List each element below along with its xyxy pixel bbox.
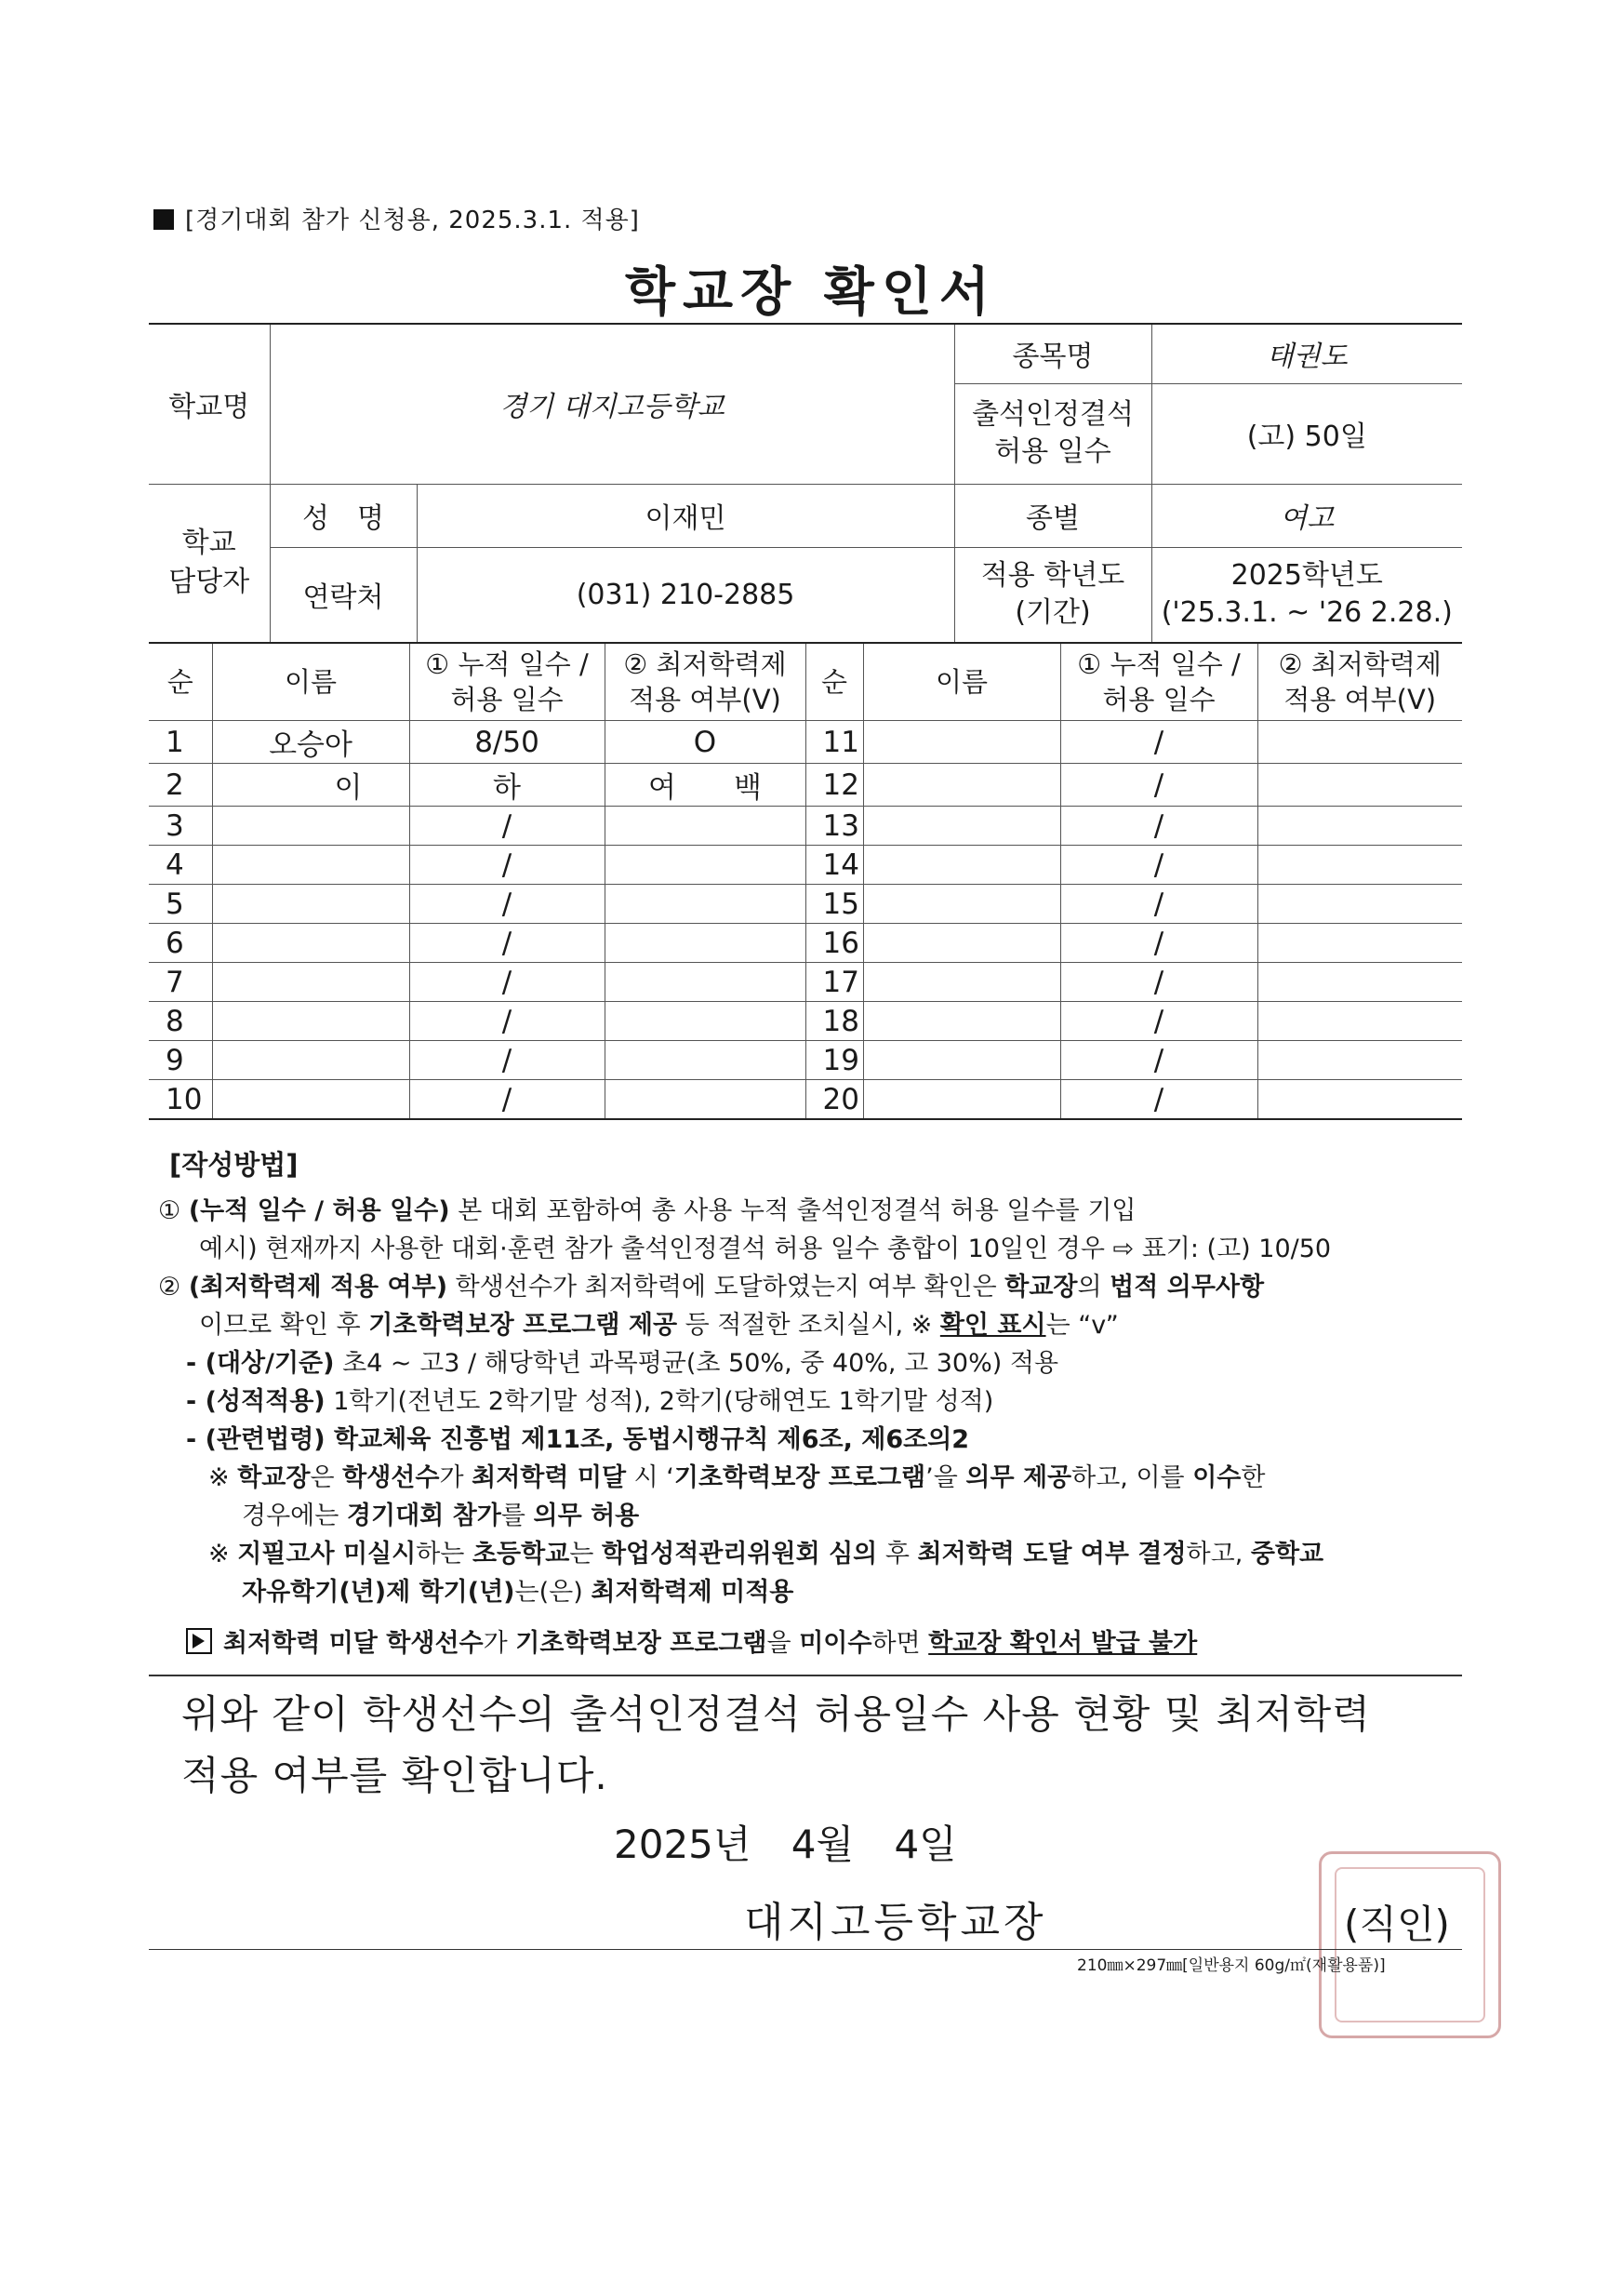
school-name-label: 학교명: [149, 324, 270, 484]
row-days: /: [409, 807, 605, 846]
manager-label: 학교 담당자: [149, 484, 270, 642]
year-label: 적용 학년도 (기간): [954, 547, 1151, 642]
row-days: /: [409, 846, 605, 885]
guide-item-1-example: 예시) 현재까지 사용한 대회·훈련 참가 출석인정결석 허용 일수 총합이 10일인 경우 ⇨ 표기: (고) 10/50: [199, 1235, 1332, 1263]
col-header-min: ② 최저학력제 적용 여부(V): [605, 643, 805, 721]
table-row: [149, 924, 1462, 963]
row-no: 3: [149, 807, 212, 846]
row-days: 하: [409, 764, 605, 807]
table-row: [149, 1041, 1462, 1080]
principal-title: 대지고등학교장: [744, 1899, 1047, 1946]
row-min: [1257, 1041, 1462, 1080]
row-name: [863, 764, 1060, 807]
row-name: [212, 885, 409, 924]
row-no: 5: [149, 885, 212, 924]
row-no: 20: [805, 1080, 863, 1120]
guide-item-2: ② (최저학력제 적용 여부) 학생선수가 최저학력에 도달하였는지 여부 확인은 학교장의 법적 의무사항: [158, 1273, 1265, 1302]
contact-label: 연락처: [270, 547, 417, 642]
row-min: [605, 807, 805, 846]
row-days: /: [409, 963, 605, 1002]
gender-label: 종별: [954, 484, 1151, 547]
row-name: [212, 1080, 409, 1120]
row-name: [863, 1080, 1060, 1120]
row-min: [605, 1002, 805, 1041]
row-days: /: [409, 1002, 605, 1041]
table-row: [149, 1080, 1462, 1120]
table-row: [149, 1002, 1462, 1041]
row-name: [212, 846, 409, 885]
guide-note-1-line2: 경우에는 경기대회 참가를 의무 허용: [242, 1502, 640, 1530]
row-min: [1257, 807, 1462, 846]
row-min: [1257, 846, 1462, 885]
row-days: /: [409, 1080, 605, 1120]
row-no: 15: [805, 885, 863, 924]
school-info-table: [149, 323, 1462, 643]
row-days: /: [1060, 846, 1257, 885]
col-header-no: 순: [149, 643, 212, 721]
row-no: 16: [805, 924, 863, 963]
student-table: [149, 642, 1462, 1120]
row-name: [212, 1002, 409, 1041]
row-min: [605, 1041, 805, 1080]
row-days: /: [1060, 721, 1257, 764]
row-min: [605, 885, 805, 924]
form-note: [경기대회 참가 신청용, 2025.3.1. 적용]: [153, 201, 640, 235]
row-days: /: [1060, 1041, 1257, 1080]
writing-guide: [158, 1146, 1460, 1662]
row-name: [863, 721, 1060, 764]
row-min: [605, 846, 805, 885]
divider: [149, 1675, 1462, 1676]
row-min: [1257, 924, 1462, 963]
row-min: O: [605, 721, 805, 764]
guide-bullet-3: - (관련법령) 학교체육 진흥법 제11조, 동법시행규칙 제6조, 제6조의2: [186, 1425, 970, 1454]
table-row: [149, 846, 1462, 885]
row-no: 10: [149, 1080, 212, 1120]
guide-final-note: 최저학력 미달 학생선수가 기초학력보장 프로그램을 미이수하면 학교장 확인서 발급 불가: [158, 1624, 1460, 1662]
col-header-name: 이름: [212, 643, 409, 721]
square-bullet-icon: [153, 209, 174, 230]
guide-note-2: ※ 지필고사 미실시하는 초등학교는 학업성적관리위원회 심의 후 최저학력 도달 여부 결정하고, 중학교: [208, 1540, 1324, 1568]
guide-note-2-line2: 자유학기(년)제 학기(년)는(은) 최저학력제 미적용: [242, 1578, 794, 1607]
row-days: /: [409, 885, 605, 924]
row-min: [1257, 764, 1462, 807]
guide-item-2-line2: 이므로 확인 후 기초학력보장 프로그램 제공 등 적절한 조치실시, ※ 확인 표시는 “v”: [199, 1311, 1119, 1340]
table-row: [149, 807, 1462, 846]
allowed-days-value: (고) 50일: [1151, 383, 1462, 484]
row-no: 9: [149, 1041, 212, 1080]
row-min: [1257, 963, 1462, 1002]
issue-date: 2025년 4월 4일: [614, 1822, 957, 1867]
row-name: [212, 1041, 409, 1080]
sport-label: 종목명: [954, 324, 1151, 383]
row-name: [212, 963, 409, 1002]
row-days: /: [409, 1041, 605, 1080]
table-row: [149, 885, 1462, 924]
guide-note-1: ※ 학교장은 학생선수가 최저학력 미달 시 ‘기초학력보장 프로그램’을 의무 제공하고, 이를 이수한: [208, 1463, 1266, 1492]
row-no: 2: [149, 764, 212, 807]
row-min: [1257, 721, 1462, 764]
row-name: 이: [212, 764, 409, 807]
row-no: 4: [149, 846, 212, 885]
col-header-name: 이름: [863, 643, 1060, 721]
row-no: 19: [805, 1041, 863, 1080]
row-days: /: [1060, 764, 1257, 807]
row-name: [863, 1041, 1060, 1080]
row-name: [863, 924, 1060, 963]
row-min: [1257, 1080, 1462, 1120]
guide-bullet-1: - (대상/기준) 초4 ~ 고3 / 해당학년 과목평균(초 50%, 중 40%, 고 30%) 적용: [186, 1349, 1059, 1378]
allowed-days-label: 출석인정결석 허용 일수: [954, 383, 1151, 484]
year-value: 2025학년도 ('25.3.1. ~ '26 2.28.): [1151, 547, 1462, 642]
row-name: [863, 807, 1060, 846]
row-days: /: [1060, 1002, 1257, 1041]
bottom-rule: [149, 1949, 1462, 1950]
row-min: 여 백: [605, 764, 805, 807]
row-days: /: [1060, 885, 1257, 924]
seal-label: (직인): [1344, 1902, 1450, 1947]
row-name: [863, 1002, 1060, 1041]
manager-name-value: 이재민: [417, 484, 954, 547]
row-days: /: [1060, 924, 1257, 963]
table-row: [149, 963, 1462, 1002]
row-name: [863, 846, 1060, 885]
row-no: 1: [149, 721, 212, 764]
row-name: [863, 963, 1060, 1002]
row-name: [212, 924, 409, 963]
row-no: 14: [805, 846, 863, 885]
table-row: [149, 764, 1462, 807]
row-days: /: [1060, 1080, 1257, 1120]
document-title: 학교장 확인서: [624, 262, 998, 323]
row-min: [605, 924, 805, 963]
col-header-days: ① 누적 일수 / 허용 일수: [409, 643, 605, 721]
row-no: 12: [805, 764, 863, 807]
arrow-right-icon: [186, 1628, 212, 1654]
col-header-days: ① 누적 일수 / 허용 일수: [1060, 643, 1257, 721]
sport-value: 태권도: [1151, 324, 1462, 383]
row-no: 11: [805, 721, 863, 764]
row-name: 오승아: [212, 721, 409, 764]
guide-item-1: ① (누적 일수 / 허용 일수) 본 대회 포함하여 총 사용 누적 출석인정결석 허용 일수를 기입: [158, 1196, 1137, 1225]
paper-spec-note: 210㎜×297㎜[일반용지 60g/㎡(재활용품)]: [1077, 1956, 1386, 1975]
row-days: 8/50: [409, 721, 605, 764]
row-name: [863, 885, 1060, 924]
manager-name-label: 성 명: [270, 484, 417, 547]
row-no: 17: [805, 963, 863, 1002]
row-days: /: [409, 924, 605, 963]
row-min: [605, 1080, 805, 1120]
confirmation-statement: 위와 같이 학생선수의 출석인정결석 허용일수 사용 현황 및 최저학력 적용 여부를 확인합니다.: [181, 1691, 1371, 1798]
row-days: /: [1060, 963, 1257, 1002]
guide-heading: [작성방법]: [169, 1149, 299, 1181]
row-no: 7: [149, 963, 212, 1002]
row-min: [605, 963, 805, 1002]
row-min: [1257, 1002, 1462, 1041]
row-no: 13: [805, 807, 863, 846]
row-days: /: [1060, 807, 1257, 846]
col-header-no: 순: [805, 643, 863, 721]
contact-value: (031) 210-2885: [417, 547, 954, 642]
gender-value: 여고: [1151, 484, 1462, 547]
row-no: 8: [149, 1002, 212, 1041]
row-min: [1257, 885, 1462, 924]
col-header-min: ② 최저학력제 적용 여부(V): [1257, 643, 1462, 721]
row-no: 6: [149, 924, 212, 963]
row-no: 18: [805, 1002, 863, 1041]
row-name: [212, 807, 409, 846]
guide-bullet-2: - (성적적용) 1학기(전년도 2학기말 성적), 2학기(당해연도 1학기말 성적): [186, 1387, 994, 1416]
table-row: [149, 721, 1462, 764]
school-name-value: 경기 대지고등학교: [270, 324, 954, 484]
